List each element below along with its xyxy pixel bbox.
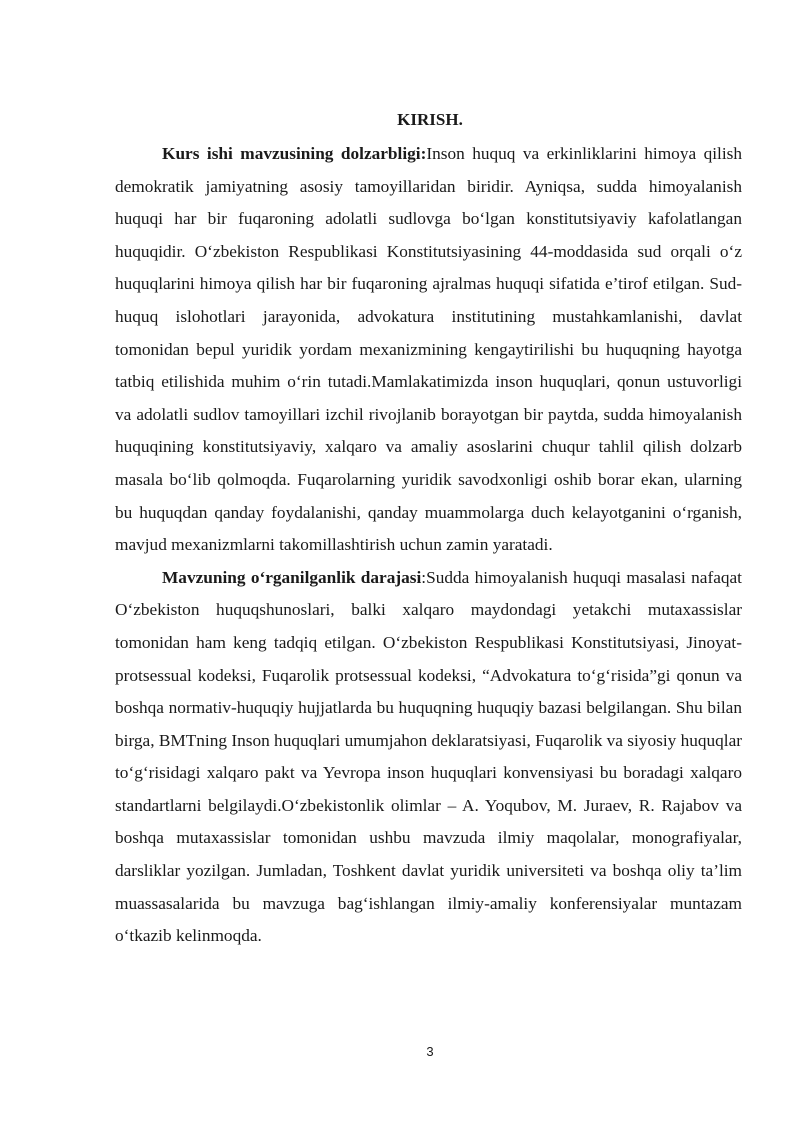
page-number: 3 bbox=[426, 1044, 434, 1059]
paragraph-study-level bbox=[115, 562, 742, 953]
body-text bbox=[115, 138, 742, 953]
paragraph-text: Inson huquq va erkinliklarini himoya qilish demokratik jamiyatning asosiy tamoyillaridan biridir. Ayniqsa, sudda himoyalanish huquqi har bir fuqaroning adolatli sudlovga bo‘lgan konstitutsiyaviy kafolatlangan huquqidir. O‘zbekiston Respublikasi Konstitutsiyasining 44-moddasida sud orqali o‘z huquqlarini himoya qilish har bir fuqaroning ajralmas huquqi sifatida e’tirof etilgan. Sud-huquq islohotlari jarayonida, advokatura institutining mustahkamlanishi, davlat tomonidan bepul yuridik yordam mexanizmining kengaytirilishi bu huquqning hayotga tatbiq etilishida muhim o‘rin tutadi.Mamlakatimizda inson huquqlari, qonun ustuvorligi va adolatli sudlov tamoyillari izchil rivojlanib borayotgan bir paytda, sudda himoyalanish huquqining konstitutsiyaviy, xalqaro va amaliy asoslarini chuqur tahlil qilish dolzarb masala bo‘lib qolmoqda. Fuqarolarning yuridik savodxonligi oshib borar ekan, ularning bu huquqdan qanday foydalanishi, qanday muammolarga duch kelayotganini o‘rganish, mavjud mexanizmlarni takomillashtirish uchun zamin yaratadi. bbox=[115, 144, 742, 555]
page-title: KIRISH. bbox=[397, 110, 463, 129]
paragraph-text: :Sudda himoyalanish huquqi masalasi nafaqat O‘zbekiston huquqshunoslari, balki xalqaro maydondagi yetakchi mutaxassislar tomonidan ham keng tadqiq etilgan. O‘zbekiston Respublikasi Konstitutsiyasi, Jinoyat-protsessual kodeksi, Fuqarolik protsessual kodeksi, “Advokatura to‘g‘risida”gi qonun va boshqa normativ-huquqiy hujjatlarda bu huquqning huquqiy bazasi belgilangan. Shu bilan birga, BMTning Inson huquqlari umumjahon deklaratsiyasi, Fuqarolik va siyosiy huquqlar to‘g‘risidagi xalqaro pakt va Yevropa inson huquqlari konvensiyasi bu boradagi xalqaro standartlarni belgilaydi.O‘zbekistonlik olimlar – A. Yoqubov, M. Juraev, R. Rajabov va boshqa mutaxassislar tomonidan ushbu mavzuda ilmiy maqolalar, monografiyalar, darsliklar yozilgan. Jumladan, Toshkent davlat yuridik universiteti va boshqa oliy ta’lim muassasalarida bu mavzuga bag‘ishlangan ilmiy-amaliy konferensiyalar muntazam o‘tkazib kelinmoqda. bbox=[115, 567, 743, 946]
paragraph-lead: Kurs ishi mavzusining dolzarbligi: bbox=[162, 144, 427, 163]
paragraph-lead: Mavzuning o‘rganilganlik darajasi bbox=[162, 567, 422, 587]
paragraph-relevance bbox=[115, 138, 742, 562]
